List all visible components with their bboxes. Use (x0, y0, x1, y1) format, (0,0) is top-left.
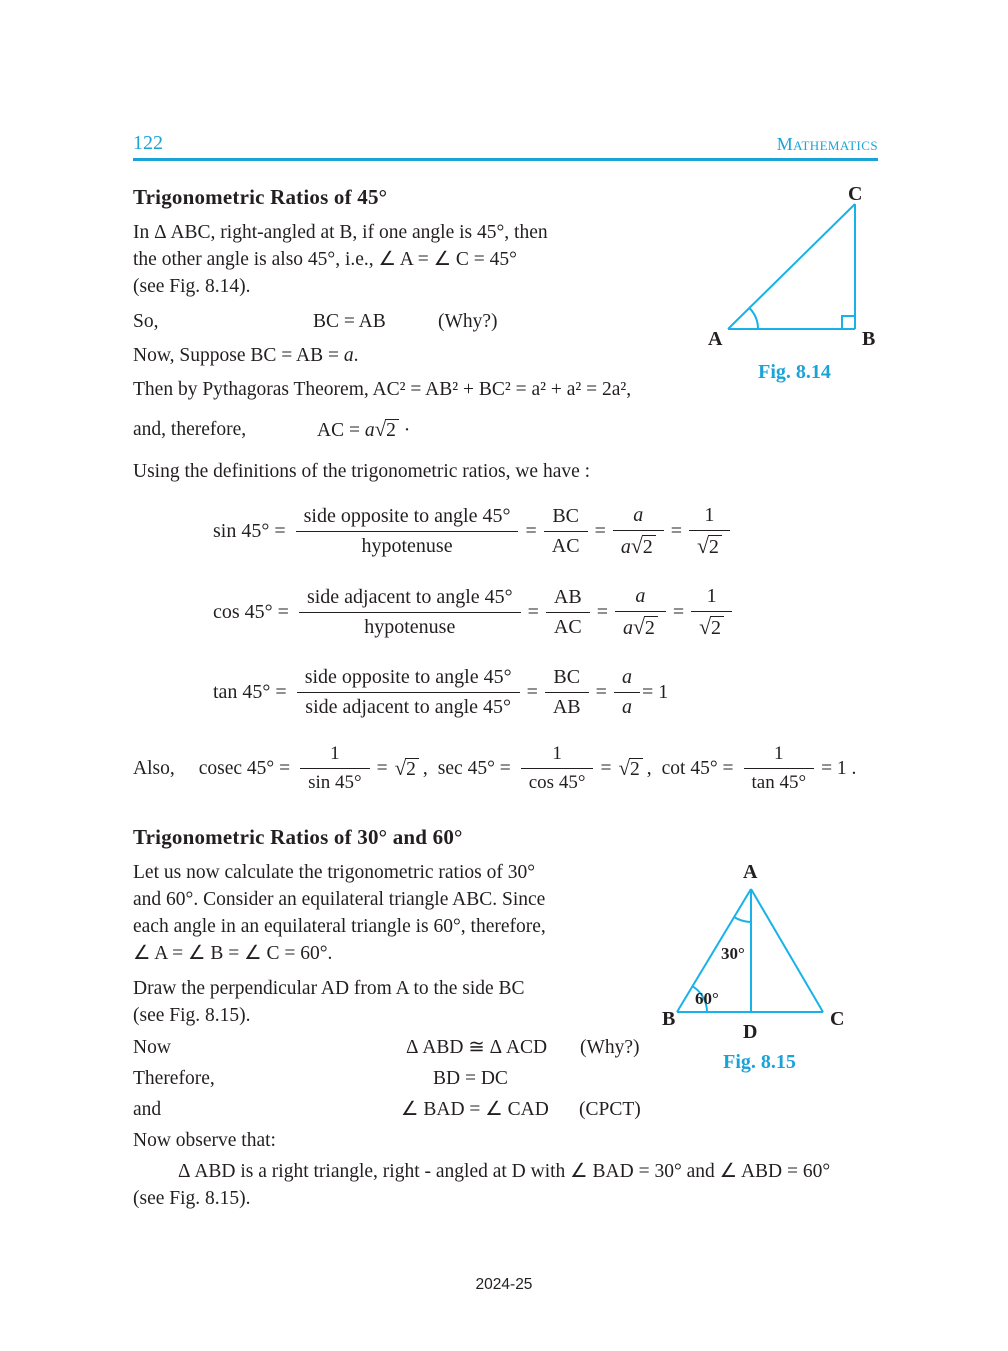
fraction-a-over-a-root2: $\frac{a}{a√2}$ (613, 503, 664, 560)
figure-8-14 (702, 182, 887, 384)
variable-a: a (364, 420, 375, 441)
fraction-words: $\frac{\text{side opposite to angle 45°}}{\text{hypotenuse}}$ (296, 504, 519, 559)
and-label: and (133, 1099, 162, 1120)
so-formula: BC = AB (313, 311, 386, 332)
paragraph-line: each angle in an equilateral triangle is 60°, therefore, (133, 916, 546, 937)
equals-sign: = (376, 757, 388, 779)
variable-a: a (343, 345, 354, 366)
and-angles-line (133, 1096, 878, 1123)
equation-tan-45 (213, 665, 878, 720)
equals-sign: = (526, 681, 538, 703)
radical-sign: √ (618, 755, 630, 780)
paragraph-line: and 60°. Consider an equilateral triangle ABC. Since (133, 889, 546, 910)
radical-sign: √ (374, 417, 387, 441)
equation-lhs: tan 45° = (213, 681, 287, 703)
paragraph-line: the other angle is also 45°, i.e., ∠ A = ∠ C = 45° (133, 249, 517, 270)
footer-session-label: 2024-25 (475, 1276, 533, 1293)
suppose-text: Now, Suppose BC = AB = a. (133, 345, 359, 366)
fraction-1-over-tan45: $\frac{1}{\tan 45^\circ}$ (744, 742, 815, 795)
why-note: (Why?) (580, 1037, 640, 1058)
paragraph-line: ∠ A = ∠ B = ∠ C = 60°. (133, 943, 333, 964)
observe-line: Now observe that: (133, 1130, 276, 1151)
paragraph-line: Draw the perpendicular AD from A to the side BC (133, 978, 525, 999)
equals-sign: = (596, 601, 608, 623)
fraction-a-over-a: $\frac{a}{a}$ (614, 665, 640, 720)
equals-sign: = (670, 520, 682, 542)
right-angle-mark (842, 316, 855, 329)
vertex-label-A: A (743, 862, 758, 883)
observe-body-line: Δ ABD is a right triangle, right - angled at D with ∠ BAD = 30° and ∠ ABD = 60° (178, 1161, 831, 1182)
equals-sign: = (527, 601, 539, 623)
header-rule (133, 158, 878, 161)
fraction-sides: $\frac{BC}{AC}$ (544, 504, 588, 559)
vertex-label-C: C (848, 183, 863, 205)
fraction-sides: $\frac{AB}{AC}$ (546, 585, 590, 640)
fraction-1-over-cos45: $\frac{1}{\cos 45^\circ}$ (521, 742, 594, 795)
sec-lhs: sec 45° = (437, 757, 511, 779)
radical-sign: √ (394, 755, 407, 780)
angle-label-60: 60° (695, 989, 719, 1008)
cot-lhs: cot 45° = (661, 757, 734, 779)
therefore-label: Therefore, (133, 1068, 215, 1089)
triangle-hypotenuse-AC (728, 204, 855, 329)
root-two: √2 (618, 756, 642, 781)
equals-sign: = (595, 681, 607, 703)
now-label: Now (133, 1037, 171, 1058)
equation-result: = 1 (641, 681, 669, 703)
vertex-label-C: C (830, 1008, 845, 1030)
fraction-sides: $\frac{BC}{AB}$ (545, 665, 589, 720)
section-heading-30-60: Trigonometric Ratios of 30° and 60° (133, 825, 463, 849)
denominator-a-root2: a√2 (613, 530, 664, 560)
why-note: (Why?) (438, 311, 498, 332)
fraction-1-over-sin45: $\frac{1}{\sin 45^\circ}$ (300, 742, 370, 795)
figure-caption: Fig. 8.14 (758, 361, 831, 383)
fraction-words: $\frac{\text{side adjacent to angle 45°}}{\text{hypotenuse}}$ (299, 585, 521, 640)
so-label: So, (133, 311, 159, 332)
triangle-side-AC (751, 889, 823, 1012)
paragraph-line: (see Fig. 8.14). (133, 276, 251, 297)
denominator-root2: √2 (689, 530, 730, 560)
radicand: 2 (385, 419, 399, 442)
equals-sign: = (525, 520, 537, 542)
running-head: Mathematics (776, 134, 878, 154)
paragraph-line: Let us now calculate the trigonometric ratios of 30° (133, 862, 536, 883)
equation-sin-45 (213, 503, 878, 560)
equals-sign: = (672, 601, 685, 623)
fraction-words: $\frac{\text{side opposite to angle 45°}}{\text{side adjacent to angle 45°}}$ (297, 665, 520, 720)
cosec-lhs: cosec 45° = (198, 757, 291, 779)
pythagoras-line: Then by Pythagoras Theorem, AC² = AB² + BC² = a² + a² = 2a², (133, 379, 632, 400)
therefore-label: and, therefore, (133, 419, 247, 440)
page-number: 122 (133, 132, 163, 154)
vertex-label-D: D (743, 1021, 758, 1042)
vertex-label-A: A (708, 328, 723, 350)
vertex-label-B: B (662, 1008, 676, 1030)
section-heading-45: Trigonometric Ratios of 45° (133, 185, 388, 209)
root-two: √2 (395, 756, 419, 781)
cot-result: = 1 . (821, 757, 857, 779)
vertex-label-B: B (862, 328, 876, 350)
paragraph-line: In Δ ABC, right-angled at B, if one angle is 45°, then (133, 222, 548, 243)
congruence-formula: Δ ABD ≅ Δ ACD (406, 1037, 548, 1058)
right-triangle-figure (702, 182, 887, 352)
cpct-note: (CPCT) (579, 1099, 641, 1120)
radical-sign: √ (699, 615, 711, 639)
fraction-1-over-root2: $\frac{1}{√2}$ (691, 584, 732, 641)
ac-formula: AC = a√2 · (317, 417, 411, 441)
equation-cos-45 (213, 584, 878, 641)
observe-tail-line: (see Fig. 8.15). (133, 1188, 251, 1209)
angle-formula: ∠ BAD = ∠ CAD (401, 1099, 549, 1120)
equation-lhs: cos 45° = (213, 601, 289, 623)
fraction-a-over-a-root2: $\frac{a}{a√2}$ (615, 584, 666, 641)
also-label: Also, (133, 757, 175, 779)
denominator-a-root2: a√2 (615, 611, 666, 641)
therefore-line (133, 412, 878, 446)
figure-8-15 (662, 862, 857, 1074)
equilateral-triangle-figure (662, 862, 857, 1042)
page-header (133, 132, 878, 155)
equation-lhs: sin 45° = (213, 520, 286, 542)
also-line (133, 742, 878, 795)
angle-arc-at-A (734, 917, 751, 922)
radical-sign: √ (630, 534, 643, 558)
separator: , (646, 757, 652, 779)
figure-caption: Fig. 8.15 (723, 1051, 796, 1073)
using-line: Using the definitions of the trigonometric ratios, we have : (133, 461, 591, 482)
radical-sign: √ (633, 615, 645, 639)
angle-arc-at-A (749, 308, 758, 329)
fraction-1-over-root2: $\frac{1}{√2}$ (689, 503, 730, 560)
paragraph-line: (see Fig. 8.15). (133, 1005, 251, 1026)
bd-dc-formula: BD = DC (433, 1068, 508, 1089)
equals-sign: = (594, 520, 606, 542)
separator: , (422, 757, 428, 779)
angle-label-30: 30° (721, 944, 745, 963)
radical-sign: √ (696, 534, 709, 558)
denominator-root2: √2 (691, 611, 732, 641)
equals-sign: = (600, 757, 612, 779)
